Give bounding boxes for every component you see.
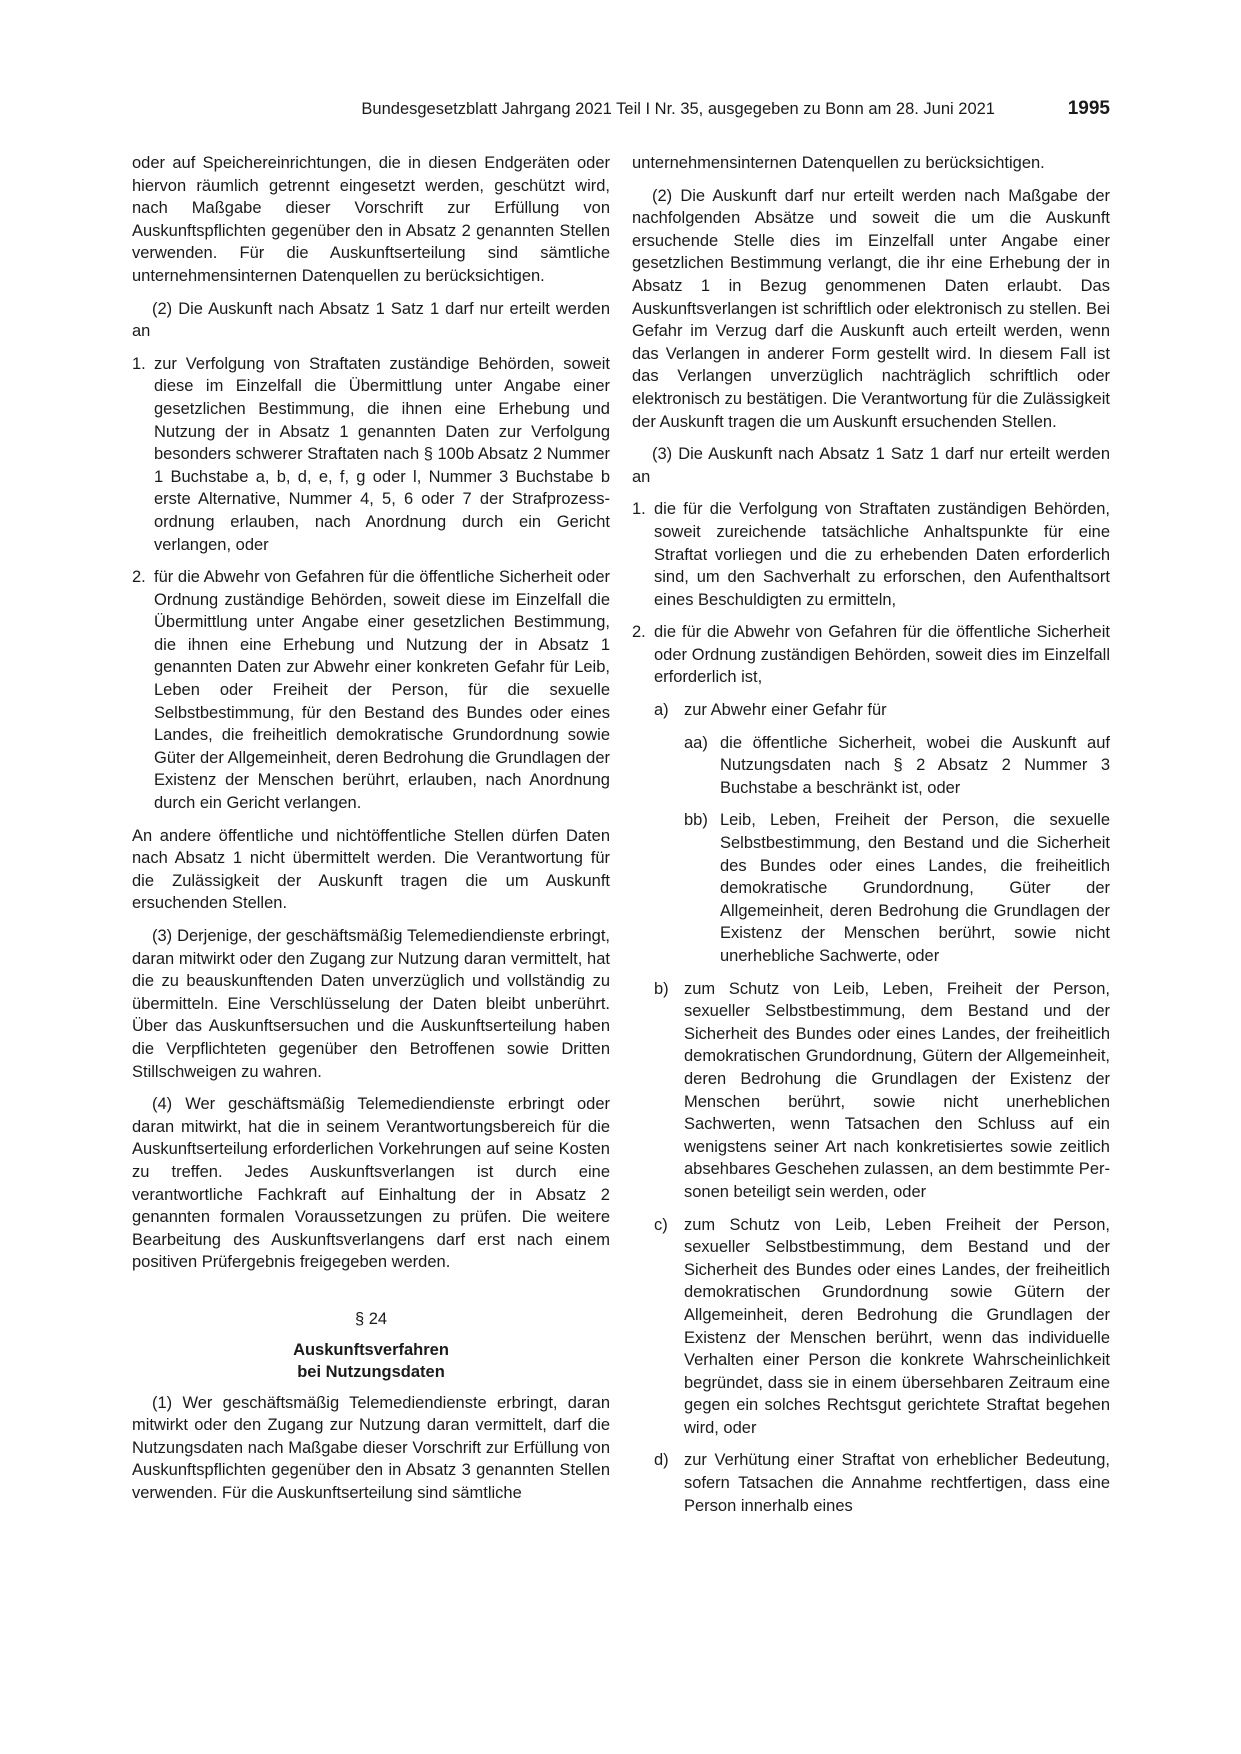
absatz-2: (2) Die Auskunft darf nur erteilt werden nach Maßgabe der nachfolgenden Absätze und soweit die um die Auskunft ersuchende Stelle dies im Einzelfall unter Angabe einer gesetzlichen Bestimmung verlangt, die ihr eine Erhebung der in Absatz 1 in Bezug genommenen Daten erlaubt. Das Auskunftsverlangen ist schriftlich oder elektronisch zu stellen. Bei Gefahr im Verzug darf die Auskunft auch erteilt werden, wenn das Verlangen in anderer Form gestellt wird. In diesem Fall ist das Verlangen unverzüglich nachträglich schriftlich oder elektronisch zu bestätigen. Die Verantwortung für die Zulässigkeit der Auskunft tragen die um Auskunft ersuchenden Stellen. bbox=[632, 186, 1110, 431]
sub-sub-list-item bbox=[632, 732, 1110, 800]
list-marker: 2. bbox=[632, 623, 646, 642]
list-item bbox=[632, 498, 1110, 611]
list-item-text: zur Verhütung einer Straftat von erheblicher Bedeutung, sofern Tatsachen die Annahme rechtfertigen, dass eine Person innerhalb eines bbox=[684, 1451, 1110, 1515]
list-item-text: für die Abwehr von Gefahren für die öffentliche Sicherheit oder Ordnung zuständige Behörden, soweit diese im Einzelfall die Übermittlung unter Angabe einer gesetzlichen Bestimmung, die ihnen eine Erhebung und Nutzung der in Absatz 1 genannten Daten zur Abwehr einer konkreten Gefahr für Leib, Leben oder Freiheit der Person, für die sexuelle Selbstbestimmung, für den Bestand des Bundes oder eines Landes, die freiheitlich demokratische Grundordnung sowie Güter der Allgemeinheit, deren Bedrohung die Grundlagen der Existenz der Menschen berührt, erlauben, nach Anordnung durch ein Gericht verlangen. bbox=[154, 568, 610, 813]
list-marker: 1. bbox=[632, 500, 646, 519]
list-marker: bb) bbox=[684, 811, 708, 830]
list-item bbox=[132, 566, 610, 815]
list-marker: b) bbox=[654, 979, 669, 998]
section-title-line: Auskunftsverfahren bbox=[293, 1340, 449, 1359]
list-item-text: die für die Verfolgung von Straftaten zuständigen Behörden, soweit zureichende tatsächliche Anhaltspunkte für eine Straftat vorliegen und die zu erhebenden Daten erforderlich sind, um den Sachverhalt zu erforschen, den Aufenthaltsort eines Beschuldigten zu ermitteln, bbox=[654, 500, 1110, 609]
list-marker: aa) bbox=[684, 733, 708, 752]
list-marker: d) bbox=[654, 1451, 669, 1470]
list-item-text: zum Schutz von Leib, Leben, Freiheit der Person, sexueller Selbstbestimmung, dem Bestand und der Sicherheit des Bundes oder eines Landes, der freiheitlich demokratischen Grundordnung, Gütern der Allgemeinheit, deren Bedrohung die Grundlagen der Existenz der Menschen berührt, sowie nicht unerheblichen Sachwerten, wenn Tatsachen den Schluss auf ein wenigstens seiner Art nach konkretisiertes sowie zeitlich absehbares Geschehen zulassen, an dem bestimmte Personen beteiligt sein werden, oder bbox=[684, 979, 1110, 1201]
left-column bbox=[132, 152, 610, 1515]
sub-list-item bbox=[632, 1449, 1110, 1517]
list-item bbox=[132, 353, 610, 556]
section-title-line: bei Nutzungsdaten bbox=[297, 1363, 445, 1382]
list-item-text: Leib, Leben, Freiheit der Person, die sexuelle Selbstbestimmung, den Bestand und die Sicherheit des Bundes oder eines Landes, die freiheitlich demokratische Grundordnung, Güter der Allgemeinheit, deren Bedrohung die Grundlagen der Existenz der Menschen berührt, sowie nicht unerhebliche Sachwerte, oder bbox=[720, 811, 1110, 965]
sub-sub-list-item bbox=[632, 809, 1110, 967]
section-title bbox=[132, 1339, 610, 1384]
list-marker: 2. bbox=[132, 568, 146, 587]
list-item-text: die für die Abwehr von Gefahren für die öffentliche Sicherheit oder Ordnung zuständigen Behörden, soweit dies im Einzelfall erforderlich ist, bbox=[654, 623, 1110, 687]
page-number: 1995 bbox=[1067, 98, 1110, 119]
absatz-3: (3) Derjenige, der geschäftsmäßig Telemediendienste erbringt, daran mitwirkt oder den Zugang zur Nutzung daran vermittelt, hat die zu beauskunftenden Daten unverzüglich und vollständig zu übermitteln. Eine Verschlüsselung der Daten bleibt unberührt. Über das Auskunftsersuchen und die Auskunftserteilung haben die Verpflichteten gegenüber den Betroffenen sowie Dritten Stillschweigen zu wahren. bbox=[132, 927, 610, 1081]
list-item-text: zur Verfolgung von Straftaten zuständige Behörden, soweit diese im Einzelfall die Übermittlung unter Angabe einer gesetzlichen Bestimmung, die ihnen eine Erhebung und Nutzung der in Absatz 1 genannten Daten zur Verfolgung besonders schwerer Straftaten nach § 100b Absatz 2 Nummer 1 Buchstabe a, b, d, e, f, g oder l, Nummer 3 Buchstabe b erste Alternative, Nummer 4, 5, 6 oder 7 der Strafprozessordnung erlauben, nach Anordnung durch ein Gericht verlangen, oder bbox=[154, 354, 610, 554]
running-title: Bundesgesetzblatt Jahrgang 2021 Teil I Nr. 35, ausgegeben zu Bonn am 28. Juni 2021 bbox=[361, 100, 995, 118]
absatz-4: (4) Wer geschäftsmäßig Telemediendienste erbringt oder daran mitwirkt, hat die in seinem Verantwortungsbereich für die Auskunftserteilung erforderlichen Vorkehrungen auf seine Kosten zu treffen. Jedes Auskunftsverlangen ist durch eine verantwortliche Fachkraft auf Einhaltung der in Absatz 2 genannten formalen Voraussetzungen zu prüfen. Die weitere Bearbeitung des Auskunftsverlangens darf erst nach einem positiven Prüfergebnis freigegeben werden. bbox=[132, 1095, 610, 1272]
section-24-absatz-1: (1) Wer geschäftsmäßig Telemediendienste erbringt, daran mitwirkt oder den Zugang zur Nutzung daran vermittelt, darf die Nutzungsdaten nach Maßgabe dieser Vorschrift zur Erfüllung von Auskunftspflichten gegenüber den in Absatz 3 genannten Stellen verwenden. Für die Auskunftserteilung sind sämtliche bbox=[132, 1393, 610, 1503]
sub-list-item bbox=[632, 1214, 1110, 1440]
list-marker: c) bbox=[654, 1215, 668, 1234]
continued-paragraph: oder auf Speichereinrichtungen, die in diesen Endgeräten oder hiervon räumlich getrennt eingesetzt werden, geschützt wird, nach Maßgabe dieser Vorschrift zur Erfüllung von Auskunftspflichten gegenüber den in Absatz 2 genannten Stellen verwenden. Für die Auskunftserteilung sind sämtliche unternehmensinternen Datenquellen zu berücksichtigen. bbox=[132, 154, 610, 285]
absatz-2-closing: An andere öffentliche und nichtöffentliche Stellen dürfen Daten nach Absatz 1 nicht übermittelt werden. Die Verantwortung für die Zulässigkeit der Auskunft tragen die um Auskunft ersuchenden Stellen. bbox=[132, 826, 610, 913]
list-item bbox=[632, 621, 1110, 689]
list-marker: a) bbox=[654, 701, 669, 720]
list-marker: 1. bbox=[132, 354, 146, 373]
sub-list-item bbox=[632, 699, 1110, 722]
continued-paragraph: unternehmensinternen Datenquellen zu berücksichtigen. bbox=[632, 154, 1045, 172]
section-number: § 24 bbox=[354, 1309, 388, 1328]
sub-list-item bbox=[632, 978, 1110, 1204]
list-item-text: die öffentliche Sicherheit, wobei die Auskunft auf Nutzungsdaten nach § 2 Absatz 2 Nummer 3 Buchstabe a beschränkt ist, oder bbox=[720, 733, 1110, 797]
page-header bbox=[132, 100, 1110, 130]
absatz-2-intro: (2) Die Auskunft nach Absatz 1 Satz 1 darf nur erteilt werden an bbox=[132, 299, 610, 341]
list-item-text: zur Abwehr einer Gefahr für bbox=[684, 701, 887, 720]
absatz-3-intro: (3) Die Auskunft nach Absatz 1 Satz 1 darf nur erteilt werden an bbox=[632, 445, 1110, 486]
list-item-text: zum Schutz von Leib, Leben Freiheit der Person, sexueller Selbstbestimmung, dem Bestand und der Sicherheit des Bundes oder eines Landes, der freiheitlich demokratischen Grundordnung sowie Gütern der Allgemeinheit, deren Bedrohung die Grundlagen der Existenz der Menschen berührt, wenn das individuelle Verhalten einer Person die konkrete Wahrscheinlichkeit begründet, dass sie in einem übersehbaren Zeitraum eine gegen ein solches Rechtsgut gerichtete Straftat begehen wird, oder bbox=[684, 1215, 1110, 1437]
right-column bbox=[632, 152, 1110, 1527]
